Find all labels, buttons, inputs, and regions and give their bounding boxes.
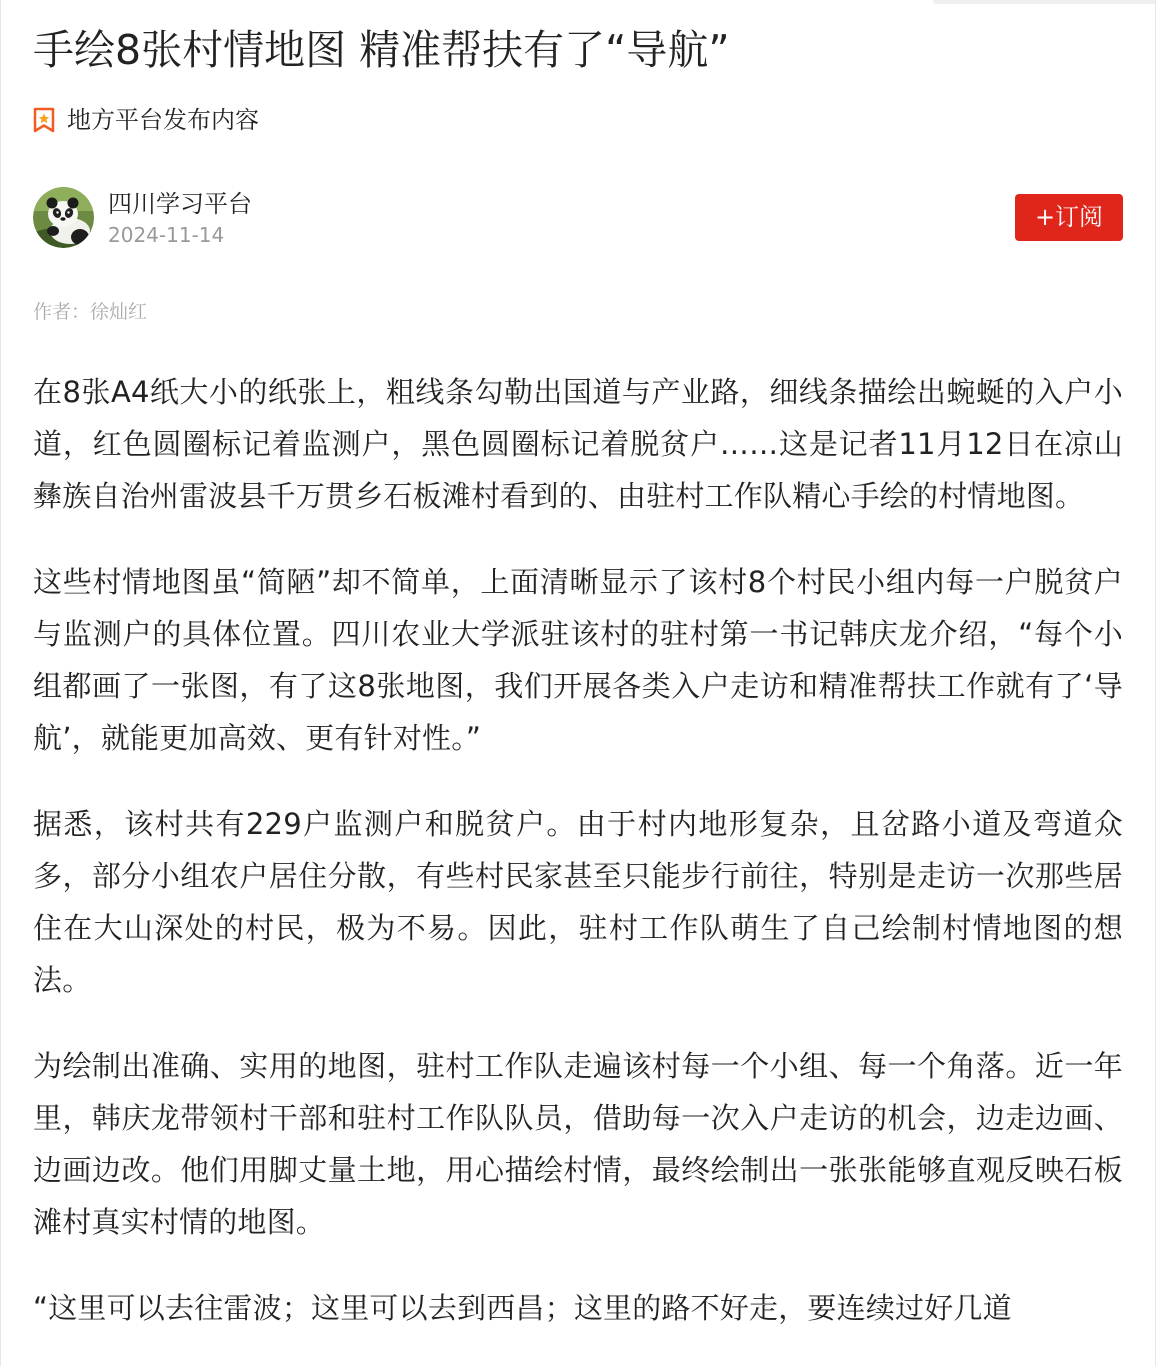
article-body xyxy=(33,366,1123,1368)
article-paragraph: 在8张A4纸大小的纸张上，粗线条勾勒出国道与产业路，细线条描绘出蜿蜒的入户小道，红色圆圈标记着监测户，黑色圆圈标记着脱贫户……这是记者11月12日在凉山彝族自治州雷波县千万贯乡石板滩村看到的、由驻村工作队精心手绘的村情地图。 xyxy=(33,375,1123,513)
article-paragraph: “这里可以去往雷波；这里可以去到西昌；这里的路不好走，要连续过好几道 xyxy=(33,1291,1012,1325)
source-row xyxy=(33,103,259,137)
author-byline: 作者：徐灿红 xyxy=(33,301,148,323)
article-paragraph: 据悉，该村共有229户监测户和脱贫户。由于村内地形复杂，且岔路小道及弯道众多，部分小组农户居住分散，有些村民家甚至只能步行前往，特别是走访一次那些居住在大山深处的村民，极为不易。因此，驻村工作队萌生了自己绘制村情地图的想法。 xyxy=(33,807,1123,997)
star-badge-icon xyxy=(33,107,55,134)
article-paragraph: 这些村情地图虽“简陋”却不简单，上面清晰显示了该村8个村民小组内每一户脱贫户与监测户的具体位置。四川农业大学派驻该村的驻村第一书记韩庆龙介绍，“每个小组都画了一张图，有了这8张地图，我们开展各类入户走访和精准帮扶工作就有了‘导航’，就能更加高效、更有针对性。” xyxy=(33,565,1123,755)
article-title: 手绘8张村情地图 精准帮扶有了“导航” xyxy=(33,26,730,74)
author-row xyxy=(33,187,1123,249)
panda-avatar[interactable] xyxy=(33,187,94,248)
source-label: 地方平台发布内容 xyxy=(67,106,259,134)
subscribe-button[interactable]: +订阅 xyxy=(1015,194,1123,241)
top-edge-tab xyxy=(933,0,1155,4)
publish-date: 2024-11-14 xyxy=(108,223,225,247)
publisher-name[interactable]: 四川学习平台 xyxy=(108,190,252,218)
article-paragraph: 为绘制出准确、实用的地图，驻村工作队走遍该村每一个小组、每一个角落。近一年里，韩庆龙带领村干部和驻村工作队队员，借助每一次入户走访的机会，边走边画、边画边改。他们用脚丈量土地，用心描绘村情，最终绘制出一张张能够直观反映石板滩村真实村情的地图。 xyxy=(33,1049,1123,1239)
